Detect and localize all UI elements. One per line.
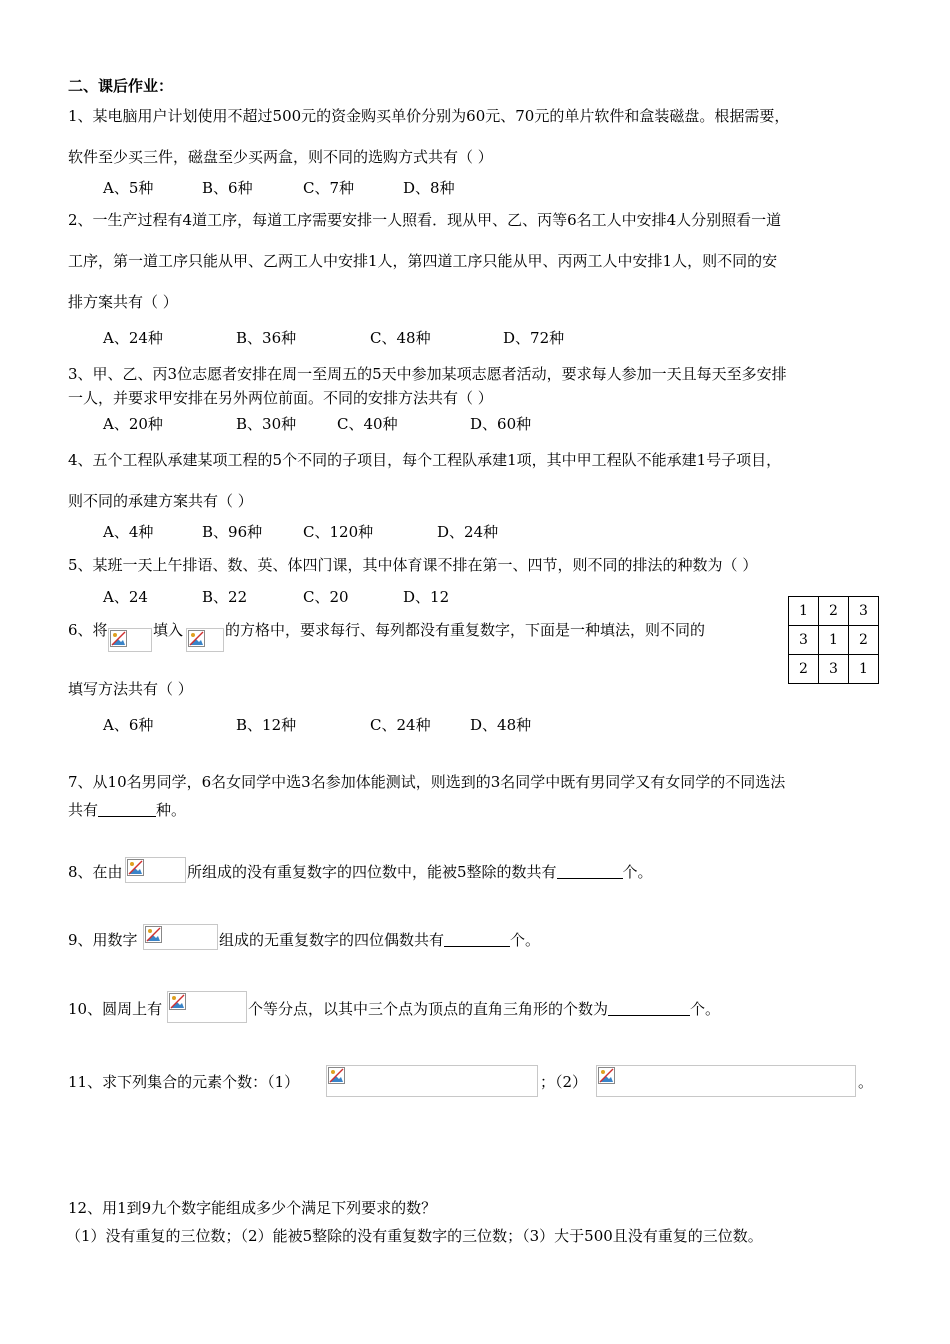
q6-mid: 填入 [153,621,184,639]
q4-option-c: C、120种 [303,523,374,541]
q7-suffix: 种。 [156,801,187,819]
q5-line1: 5、某班一天上午排语、数、英、体四门课，其中体育课不排在第一、四节，则不同的排法的种数为（ ） [68,556,758,574]
q10-prefix: 10、圆周上有 [68,1000,163,1018]
q8-answer-blank[interactable] [557,863,623,879]
q12-line1: 12、用1到9九个数字能组成多少个满足下列要求的数？ [68,1199,437,1217]
q3-option-b: B、30种 [236,415,297,433]
q9-suffix: 个。 [510,931,541,949]
q6-formula-image-2 [186,628,224,652]
q3-option-c: C、40种 [337,415,398,433]
q8-text [187,862,653,882]
grid-cell: 1 [819,626,849,655]
q3-option-a: A、20种 [103,415,163,433]
q7-line1: 7、从10名男同学，6名女同学中选3名参加体能测试，则选到的3名同学中既有男同学又有女同学的不同选法 [68,773,786,791]
q7-prefix: 共有 [68,801,99,819]
q6-line2: 填写方法共有（ ） [68,680,193,698]
q6-option-b: B、12种 [236,716,297,734]
q6-number-grid [788,596,879,684]
q4-option-b: B、96种 [202,523,263,541]
q9-answer-blank[interactable] [444,931,510,947]
q8-prefix: 8、在由 [68,863,123,881]
q1-line1: 1、某电脑用户计划使用不超过500元的资金购买单价分别为60元、70元的单片软件和盒装磁盘。根据需要， [68,107,790,125]
q9-mid: 组成的无重复数字的四位偶数共有 [219,931,445,949]
q10-text [248,999,720,1019]
q2-option-c: C、48种 [370,329,431,347]
grid-cell: 3 [819,655,849,684]
q6-option-c: C、24种 [370,716,431,734]
q6-formula-image-1 [108,628,152,652]
q3-line1: 3、甲、乙、丙3位志愿者安排在周一至周五的5天中参加某项志愿者活动，要求每人参加一天且每天至多安排 [68,365,787,383]
q9-text [219,930,540,950]
section-heading: 二、课后作业： [68,77,174,95]
q5-option-b: B、22 [202,588,248,606]
q1-option-a: A、5种 [103,179,154,197]
q10-suffix: 个。 [690,1000,721,1018]
q5-option-d: D、12 [403,588,450,606]
q2-line2: 工序，第一道工序只能从甲、乙两工人中安排1人，第四道工序只能从甲、丙两工人中安排1人，则不同的安 [68,252,778,270]
q3-option-d: D、60种 [470,415,532,433]
q4-line2: 则不同的承建方案共有（ ） [68,492,253,510]
broken-image-icon [328,1067,345,1084]
broken-image-icon [188,630,205,647]
q1-line2: 软件至少买三件，磁盘至少买两盒，则不同的选购方式共有（ ） [68,148,493,166]
q8-suffix: 个。 [622,863,653,881]
q2-option-a: A、24种 [103,329,163,347]
broken-image-icon [110,630,127,647]
grid-cell: 3 [789,626,819,655]
q6-option-a: A、6种 [103,716,154,734]
q6-prefix: 6、将 [68,621,108,639]
q11-set1-image [326,1065,538,1097]
broken-image-icon [127,859,144,876]
broken-image-icon [598,1067,615,1084]
q11-prefix: 11、求下列集合的元素个数：（1） [68,1073,300,1091]
grid-cell: 3 [849,597,879,626]
grid-cell: 1 [789,597,819,626]
q9-formula-image [143,924,218,950]
q8-mid: 所组成的没有重复数字的四位数中，能被5整除的数共有 [187,863,557,881]
q2-option-b: B、36种 [236,329,297,347]
q11-suffix: 。 [858,1073,874,1091]
q11-set2-image [596,1065,856,1097]
broken-image-icon [169,993,186,1010]
q6-option-d: D、48种 [470,716,532,734]
q10-answer-blank[interactable] [608,1000,690,1016]
q11-mid: ；（2） [540,1073,588,1091]
q7-answer-blank[interactable] [98,801,156,817]
q3-line2: 一人，并要求甲安排在另外两位前面。不同的安排方法共有（ ） [68,389,493,407]
q2-line3: 排方案共有（ ） [68,293,178,311]
q4-line1: 4、五个工程队承建某项工程的5个不同的子项目，每个工程队承建1项，其中甲工程队不能承建1号子项目， [68,451,782,469]
q1-option-c: C、7种 [303,179,355,197]
q2-line1: 2、一生产过程有4道工序，每道工序需要安排一人照看．现从甲、乙、丙等6名工人中安排4人分别照看一道 [68,211,782,229]
q10-formula-image [167,991,247,1023]
q10-mid: 个等分点，以其中三个点为顶点的直角三角形的个数为 [248,1000,609,1018]
q2-option-d: D、72种 [503,329,565,347]
q1-option-b: B、6种 [202,179,253,197]
grid-cell: 1 [849,655,879,684]
q4-option-a: A、4种 [103,523,154,541]
q6-post: 的方格中，要求每行、每列都没有重复数字，下面是一种填法，则不同的 [225,621,706,639]
grid-cell: 2 [789,655,819,684]
grid-cell: 2 [819,597,849,626]
broken-image-icon [145,926,162,943]
q4-option-d: D、24种 [437,523,499,541]
q12-line2: （1）没有重复的三位数；（2）能被5整除的没有重复数字的三位数；（3）大于500且没有重复的三位数。 [66,1227,763,1245]
q8-formula-image [125,857,186,883]
q1-option-d: D、8种 [403,179,455,197]
q5-option-a: A、24 [103,588,148,606]
q7-line2 [68,800,186,820]
q9-prefix: 9、用数字 [68,931,138,949]
grid-cell: 2 [849,626,879,655]
q5-option-c: C、20 [303,588,349,606]
